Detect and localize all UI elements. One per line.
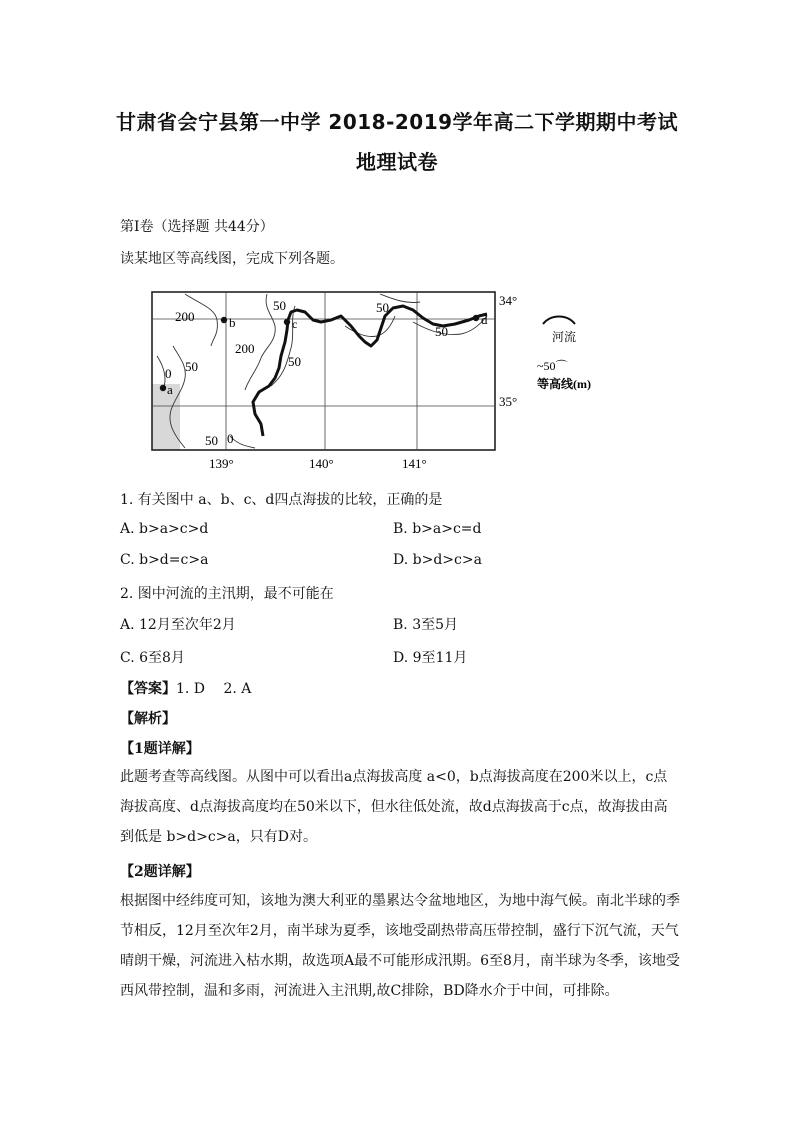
point-c-marker — [284, 319, 290, 325]
contour-label-50-bottom: 50 — [205, 433, 218, 448]
analysis-q2-text: 根据图中经纬度可知，该地为澳大利亚的墨累达令盆地地区，为地中海气候。南北半球的季节相反，12月至次年2月，南半球为夏季，该地受副热带高压带控制，盛行下沉气流，天气晴朗干燥，河流进入枯水期，故选项A最不可能形成汛期。6至8月，南半球为冬季，该地受西风带控制，温和多雨，河流进入主汛期,故C排除，BD降水介于中间，可排除。 — [120, 893, 680, 999]
river-line — [253, 306, 487, 436]
contour-label-50-middle: 50 — [288, 354, 301, 369]
analysis-label: 【解析】 — [120, 711, 176, 727]
question-2-option-b: B. 3至5月 — [393, 617, 459, 633]
point-d-marker — [473, 315, 479, 321]
contour-label-200-left: 200 — [175, 309, 195, 324]
answer-label: 【答案】 — [120, 681, 176, 697]
legend-river-label: 河流 — [552, 330, 577, 344]
analysis-q1-text: 此题考查等高线图。从图中可以看出a点海拔高度 a<0，b点海拔高度在200米以上，c点海拔高度、d点海拔高度均在50米以下，但水往低处流，故d点海拔高于c点，故海拔由高到低是 b>d>c>a，只有D对。 — [120, 769, 668, 845]
question-1-stem: 1. 有关图中 a、b、c、d四点海拔的比较，正确的是 — [120, 492, 443, 508]
question-1-option-c: C. b>d=c>a — [120, 552, 209, 568]
contour-label-50-upper: 50 — [376, 300, 389, 315]
legend-contour-label: 等高线(m) — [537, 377, 591, 391]
contour-0-bottom — [230, 436, 255, 448]
answer-text: 1. D 2. A — [176, 681, 252, 697]
longitude-label-141: 141° — [402, 456, 427, 471]
contour-label-50-left: 50 — [185, 359, 198, 374]
question-2-option-a: A. 12月至次年2月 — [120, 617, 236, 633]
answer-row — [120, 678, 251, 698]
map-frame — [152, 292, 495, 450]
point-a-marker — [160, 385, 166, 391]
document-title-line2: 地理试卷 — [356, 150, 438, 174]
section-part-label: 第Ⅰ卷（选择题 共44分） — [120, 219, 274, 235]
contour-label-0-bottom: 0 — [227, 431, 234, 446]
contour-label-200-middle: 200 — [235, 341, 255, 356]
legend-contour-sample: ~50⌒ — [537, 359, 568, 373]
point-b-marker — [221, 317, 227, 323]
point-b-label: b — [229, 315, 236, 330]
contour-label-0-left: 0 — [165, 366, 172, 381]
question-2-stem: 2. 图中河流的主汛期，最不可能在 — [120, 586, 334, 602]
point-c-label: c — [292, 317, 298, 331]
document-title-line1: 甘肃省会宁县第一中学 2018-2019学年高二下学期期中考试 — [115, 110, 679, 134]
section-instruction: 读某地区等高线图，完成下列各题。 — [120, 251, 344, 267]
question-1-option-b: B. b>a>c=d — [393, 521, 482, 537]
point-a-label: a — [167, 382, 173, 397]
analysis-q2-label: 【2题详解】 — [120, 864, 200, 880]
contour-label-50-right: 50 — [435, 324, 448, 339]
latitude-label-35: 35° — [499, 394, 518, 409]
point-d-label: d — [481, 312, 488, 327]
legend-river-symbol — [543, 317, 575, 325]
longitude-label-140: 140° — [309, 456, 334, 471]
question-1-option-d: D. b>d>c>a — [393, 552, 482, 568]
question-2-option-d: D. 9至11月 — [393, 650, 468, 666]
shaded-area — [152, 384, 180, 450]
contour-label-50-top: 50 — [273, 298, 286, 313]
contour-map-svg — [145, 286, 655, 476]
question-1-option-a: A. b>a>c>d — [120, 521, 209, 537]
longitude-label-139: 139° — [209, 456, 234, 471]
latitude-label-34: 34° — [499, 293, 518, 308]
contour-map-figure — [145, 286, 655, 476]
analysis-q1-label: 【1题详解】 — [120, 741, 200, 757]
question-2-option-c: C. 6至8月 — [120, 650, 185, 666]
